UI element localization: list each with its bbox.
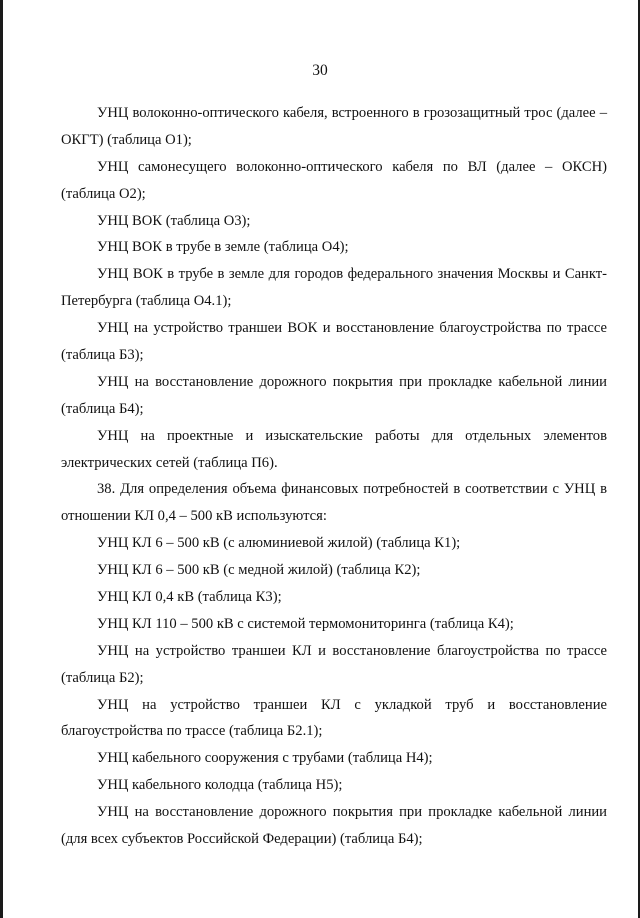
text-line: УНЦ КЛ 6 – 500 кВ (с алюминиевой жилой) (таблица К1); [97, 535, 461, 552]
page-number: 30 [312, 62, 328, 79]
text-line: (таблица Б4); [61, 400, 144, 417]
text-line: УНЦ КЛ 6 – 500 кВ (с медной жилой) (таблица К2); [97, 562, 421, 579]
text-line: УНЦ ВОК в трубе в земле для городов федерального значения Москвы и Санкт- [97, 266, 607, 283]
scan-border-left [0, 0, 3, 918]
text-line: УНЦ самонесущего волоконно-оптического кабеля по ВЛ (далее – ОКСН) [97, 158, 607, 175]
text-line: (таблица Б2); [61, 669, 144, 686]
text-line: УНЦ кабельного сооружения с трубами (таблица Н4); [97, 750, 433, 767]
text-line: ОКГТ) (таблица О1); [61, 131, 192, 148]
text-line: отношении КЛ 0,4 – 500 кВ используются: [61, 508, 327, 525]
text-line: (для всех субъектов Российской Федерации) (таблица Б4); [61, 831, 423, 848]
text-line: (таблица О2); [61, 185, 146, 202]
text-line: электрических сетей (таблица П6). [61, 454, 278, 471]
text-line: (таблица Б3); [61, 347, 144, 364]
text-line: УНЦ на восстановление дорожного покрытия при прокладке кабельной линии [97, 373, 607, 390]
text-line: УНЦ КЛ 110 – 500 кВ с системой термомониторинга (таблица К4); [97, 615, 514, 632]
text-line: УНЦ на устройство траншеи КЛ с укладкой труб и восстановление [97, 696, 607, 713]
text-line: УНЦ ВОК (таблица О3); [97, 212, 251, 229]
text-line: УНЦ кабельного колодца (таблица Н5); [97, 777, 343, 794]
text-line: УНЦ ВОК в трубе в земле (таблица О4); [97, 239, 349, 256]
text-line: УНЦ на восстановление дорожного покрытия при прокладке кабельной линии [97, 804, 607, 821]
text-line: УНЦ волоконно-оптического кабеля, встроенного в грозозащитный трос (далее – [97, 105, 607, 121]
text-line: 38. Для определения объема финансовых потребностей в соответствии с УНЦ в [97, 481, 607, 498]
text-line: УНЦ КЛ 0,4 кВ (таблица К3); [97, 589, 282, 606]
text-line: УНЦ на проектные и изыскательские работы для отдельных элементов [97, 427, 607, 444]
text-line: УНЦ на устройство траншеи ВОК и восстановление благоустройства по трассе [97, 320, 607, 337]
document-body [61, 100, 607, 853]
text-line: благоустройства по трассе (таблица Б2.1); [61, 723, 323, 740]
text-line: Петербурга (таблица О4.1); [61, 293, 232, 310]
text-line: УНЦ на устройство траншеи КЛ и восстановление благоустройства по трассе [97, 642, 607, 659]
